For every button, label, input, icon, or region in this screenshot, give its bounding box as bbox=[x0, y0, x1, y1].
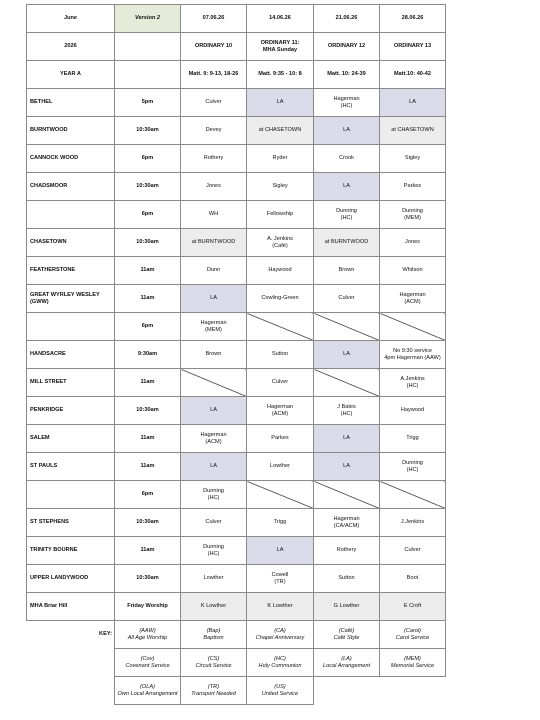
cell-line: Crook bbox=[339, 155, 354, 161]
cell-line: Hagerman bbox=[200, 431, 227, 438]
preacher-cell bbox=[181, 341, 247, 369]
preacher-cell bbox=[380, 173, 446, 201]
church-row bbox=[27, 453, 446, 481]
church-row bbox=[27, 481, 446, 509]
church-row bbox=[27, 397, 446, 425]
preacher-cell bbox=[181, 453, 247, 481]
preacher-cell bbox=[380, 229, 446, 257]
cell-line: Hagerman bbox=[266, 403, 294, 410]
service-time: 10:30am bbox=[115, 117, 181, 145]
key-entry bbox=[247, 621, 314, 649]
cell-line: Cowell bbox=[271, 571, 289, 578]
church-name: SALEM bbox=[27, 425, 115, 453]
cell-line: LA bbox=[276, 547, 284, 553]
cell-line: Dunning bbox=[402, 207, 423, 214]
preacher-cell bbox=[314, 117, 380, 145]
cell-line: at CHASETOWN bbox=[258, 127, 302, 133]
cell-line: Dunning bbox=[203, 487, 224, 494]
preacher-cell bbox=[247, 537, 314, 565]
cell-line: Sigley bbox=[272, 183, 288, 189]
cell-line: LA bbox=[343, 127, 350, 133]
cell-line: K Lowther bbox=[200, 603, 227, 609]
cell-line: Boot bbox=[406, 575, 419, 581]
cell-line: A. Jenkins bbox=[267, 235, 293, 242]
church-row bbox=[27, 89, 446, 117]
cell-line: LA bbox=[276, 99, 284, 105]
church-name: HANDSACRE bbox=[27, 341, 115, 369]
cell-line: Haywood bbox=[268, 267, 292, 273]
preacher-cell bbox=[181, 481, 247, 509]
cell-line: Trigg bbox=[273, 519, 287, 525]
cell-line: (Bap) bbox=[206, 627, 221, 634]
key-entry bbox=[314, 649, 380, 677]
church-row bbox=[27, 565, 446, 593]
preacher-cell bbox=[247, 257, 314, 285]
preacher-cell bbox=[181, 397, 247, 425]
sunday-date: 28.06.26 bbox=[380, 5, 446, 33]
sunday-date: 21.06.26 bbox=[314, 5, 380, 33]
cell-line: Ryder bbox=[272, 155, 288, 161]
preacher-cell bbox=[314, 229, 380, 257]
key-entry bbox=[380, 649, 446, 677]
church-name: UPPER LANDYWOOD bbox=[27, 565, 115, 593]
no-service-cell bbox=[247, 313, 314, 341]
cell-line: (MEM) bbox=[404, 214, 421, 221]
cell-line: Memorial Service bbox=[390, 662, 435, 669]
cell-line: (HC) bbox=[207, 494, 220, 501]
church-name: ST PAULS bbox=[27, 453, 115, 481]
cell-line: Local Arrangement bbox=[322, 662, 371, 669]
cell-line: Rothery bbox=[203, 155, 224, 161]
preacher-cell bbox=[314, 201, 380, 229]
cell-line: Transport Needed bbox=[191, 690, 236, 697]
cell-line: A.Jenkins bbox=[400, 375, 425, 382]
year-label: 2026 bbox=[27, 33, 115, 61]
preacher-cell bbox=[247, 89, 314, 117]
cell-line: at BURNTWOOD bbox=[324, 239, 369, 245]
church-name bbox=[27, 201, 115, 229]
key-entry bbox=[181, 677, 247, 705]
preacher-cell bbox=[181, 257, 247, 285]
cell-line: Culver bbox=[338, 295, 355, 301]
preacher-cell bbox=[380, 285, 446, 313]
cell-line: All Age Worship bbox=[127, 634, 168, 641]
preacher-cell bbox=[181, 117, 247, 145]
cell-line: (Café) bbox=[272, 242, 288, 249]
key-entry bbox=[115, 677, 181, 705]
cell-line: Trigg bbox=[406, 435, 419, 441]
preacher-cell bbox=[380, 369, 446, 397]
cell-line: LA bbox=[343, 183, 350, 189]
sunday-date: 14.06.26 bbox=[247, 5, 314, 33]
cell-line: Holy Communion bbox=[258, 662, 302, 669]
sunday-name bbox=[380, 33, 446, 61]
service-time: 10:30am bbox=[115, 509, 181, 537]
cell-line: (CA/ACM) bbox=[333, 522, 360, 529]
cell-line: Jones bbox=[206, 183, 221, 189]
preacher-cell bbox=[181, 425, 247, 453]
cell-line: (HC) bbox=[340, 102, 353, 109]
cell-line: LA bbox=[210, 407, 217, 413]
cell-line: (HC) bbox=[207, 550, 220, 557]
plan-body bbox=[27, 5, 446, 705]
cell-line: ORDINARY 10 bbox=[194, 43, 233, 49]
cell-line: (AAW) bbox=[139, 627, 156, 634]
preacher-cell bbox=[181, 145, 247, 173]
key-row bbox=[27, 621, 446, 649]
preacher-cell bbox=[247, 229, 314, 257]
church-row bbox=[27, 173, 446, 201]
blank-cell bbox=[115, 61, 181, 89]
preacher-cell bbox=[380, 593, 446, 621]
cell-line: 4pm Hagerman (AAW) bbox=[384, 354, 441, 361]
key-label: KEY: bbox=[99, 631, 112, 638]
key-spacer bbox=[314, 677, 380, 705]
cell-line: Hagerman bbox=[333, 515, 360, 522]
preacher-cell bbox=[181, 89, 247, 117]
church-name: ST STEPHENS bbox=[27, 509, 115, 537]
cell-line: WH bbox=[208, 211, 219, 217]
preacher-cell bbox=[380, 89, 446, 117]
bible-reading: Matt. 9: 9-13, 18-26 bbox=[181, 61, 247, 89]
preacher-cell bbox=[314, 593, 380, 621]
cell-line: Lowther bbox=[203, 575, 224, 581]
cell-line: K Lowther bbox=[267, 603, 293, 609]
service-time: 6pm bbox=[115, 145, 181, 173]
cell-line: Parkes bbox=[271, 435, 289, 441]
church-name: BETHEL bbox=[27, 89, 115, 117]
key-entry bbox=[181, 621, 247, 649]
service-time: Friday Worship bbox=[115, 593, 181, 621]
service-time: 9:30am bbox=[115, 341, 181, 369]
church-row bbox=[27, 593, 446, 621]
church-name: GREAT WYRLEY WESLEY (GWW) bbox=[27, 285, 115, 313]
cell-line: Dunning bbox=[402, 459, 423, 466]
no-service-cell bbox=[380, 313, 446, 341]
cell-line: at BURNTWOOD bbox=[191, 239, 236, 245]
cell-line: Culver bbox=[404, 547, 421, 553]
church-name: CHADSMOOR bbox=[27, 173, 115, 201]
church-row bbox=[27, 229, 446, 257]
cell-line: ORDINARY 13 bbox=[393, 43, 432, 49]
service-time: 6pm bbox=[115, 201, 181, 229]
preacher-cell bbox=[380, 201, 446, 229]
cell-line: Circuit Service bbox=[195, 662, 232, 669]
cell-line: Sutton bbox=[271, 351, 289, 357]
church-name: FEATHERSTONE bbox=[27, 257, 115, 285]
bible-reading: Matt.10: 40-42 bbox=[380, 61, 446, 89]
service-time: 11am bbox=[115, 369, 181, 397]
preacher-cell bbox=[247, 201, 314, 229]
preacher-cell bbox=[380, 509, 446, 537]
cell-line: (ACM) bbox=[205, 438, 222, 445]
preacher-cell bbox=[380, 117, 446, 145]
no-service-cell bbox=[380, 481, 446, 509]
service-time: 5pm bbox=[115, 89, 181, 117]
cell-line: Cowling-Green bbox=[261, 295, 299, 301]
cell-line: MHA Sunday bbox=[262, 46, 298, 53]
cell-line: Jones bbox=[405, 239, 420, 245]
cell-line: Culver bbox=[271, 379, 289, 385]
key-row bbox=[27, 649, 446, 677]
cell-line: (CS) bbox=[207, 655, 220, 662]
sunday-date: 07.06.26 bbox=[181, 5, 247, 33]
no-service-cell bbox=[314, 313, 380, 341]
cell-line: (HC) bbox=[340, 410, 353, 417]
cell-line: LA bbox=[210, 295, 217, 301]
preacher-cell bbox=[380, 397, 446, 425]
preacher-cell bbox=[181, 509, 247, 537]
preacher-cell bbox=[314, 425, 380, 453]
no-service-cell bbox=[181, 369, 247, 397]
preacher-cell bbox=[247, 509, 314, 537]
service-time: 10:30am bbox=[115, 229, 181, 257]
cell-line: E Croft bbox=[403, 603, 422, 609]
cell-line: Culver bbox=[205, 519, 222, 525]
preacher-cell bbox=[247, 285, 314, 313]
cell-line: LA bbox=[343, 463, 350, 469]
version-label: Version 2 bbox=[115, 5, 181, 33]
cell-line: Hagerman bbox=[399, 291, 426, 298]
cell-line: (Carol) bbox=[403, 627, 422, 634]
cell-line: LA bbox=[343, 351, 350, 357]
month-label: June bbox=[27, 5, 115, 33]
preacher-cell bbox=[181, 313, 247, 341]
cell-line: Devey bbox=[205, 127, 222, 133]
cell-line: (HC) bbox=[406, 466, 419, 473]
cell-line: LA bbox=[409, 99, 416, 105]
preacher-cell bbox=[314, 341, 380, 369]
church-name: MILL STREET bbox=[27, 369, 115, 397]
preacher-cell bbox=[247, 565, 314, 593]
preacher-cell bbox=[181, 565, 247, 593]
preacher-cell bbox=[181, 229, 247, 257]
cell-line: LA bbox=[343, 435, 350, 441]
preacher-cell bbox=[314, 565, 380, 593]
cell-line: (TR) bbox=[207, 683, 220, 690]
cell-line: (HC) bbox=[274, 655, 286, 662]
cell-line: (LA) bbox=[341, 655, 352, 662]
church-name bbox=[27, 313, 115, 341]
service-time: 11am bbox=[115, 257, 181, 285]
cell-line: Baptism bbox=[203, 634, 224, 641]
church-row bbox=[27, 537, 446, 565]
preacher-cell bbox=[380, 453, 446, 481]
cell-line: (CA) bbox=[274, 627, 286, 634]
church-row bbox=[27, 285, 446, 313]
cell-line: Hagerman bbox=[333, 95, 360, 102]
cell-line: Parkes bbox=[403, 183, 422, 189]
service-time: 10:30am bbox=[115, 565, 181, 593]
lectionary-year: YEAR A bbox=[27, 61, 115, 89]
church-row bbox=[27, 117, 446, 145]
church-row bbox=[27, 201, 446, 229]
cell-line: ORDINARY 11: bbox=[260, 39, 300, 46]
cell-line: Carol Service bbox=[395, 634, 430, 641]
preacher-cell bbox=[314, 257, 380, 285]
key-entry bbox=[314, 621, 380, 649]
cell-line: ORDINARY 12 bbox=[327, 43, 366, 49]
church-row bbox=[27, 313, 446, 341]
no-service-cell bbox=[314, 369, 380, 397]
no-service-cell bbox=[314, 481, 380, 509]
cell-line: J.Jenkins bbox=[400, 519, 425, 525]
header-row-readings bbox=[27, 61, 446, 89]
preacher-cell bbox=[314, 145, 380, 173]
service-time: 6pm bbox=[115, 481, 181, 509]
church-row bbox=[27, 369, 446, 397]
church-name: PENKRIDGE bbox=[27, 397, 115, 425]
cell-line: Brown bbox=[205, 351, 222, 357]
preacher-cell bbox=[314, 509, 380, 537]
preacher-cell bbox=[380, 425, 446, 453]
preacher-cell bbox=[247, 453, 314, 481]
preacher-cell bbox=[314, 173, 380, 201]
cell-line: Lowther bbox=[270, 463, 290, 469]
bible-reading: Matt. 9:35 - 10: 8 bbox=[247, 61, 314, 89]
cell-line: Fellowship bbox=[266, 211, 294, 217]
cell-line: (MEM) bbox=[404, 655, 421, 662]
key-entry bbox=[181, 649, 247, 677]
preacher-cell bbox=[247, 117, 314, 145]
no-service-cell bbox=[247, 481, 314, 509]
cell-line: (HC) bbox=[406, 382, 419, 389]
preacher-cell bbox=[314, 537, 380, 565]
preacher-cell bbox=[181, 537, 247, 565]
cell-line: Haywood bbox=[400, 407, 425, 413]
key-entry bbox=[115, 649, 181, 677]
cell-line: (Café) bbox=[338, 627, 355, 634]
cell-line: Covenant Service bbox=[125, 662, 170, 669]
service-time: 10:30am bbox=[115, 397, 181, 425]
preacher-cell bbox=[314, 89, 380, 117]
cell-line: Own Local Arrangement bbox=[117, 690, 178, 697]
church-name: MHA Briar Hill bbox=[27, 593, 115, 621]
cell-line: Café Style bbox=[333, 634, 360, 641]
cell-line: (ACM) bbox=[271, 410, 289, 417]
preacher-cell bbox=[247, 173, 314, 201]
cell-line: Rothery bbox=[336, 547, 357, 553]
cell-line: United Service bbox=[261, 690, 299, 697]
cell-line: Hagerman bbox=[200, 319, 227, 326]
preacher-cell bbox=[314, 285, 380, 313]
cell-line: Dunning bbox=[336, 207, 357, 214]
cell-line: G Lowther bbox=[333, 603, 360, 609]
key-row bbox=[27, 677, 446, 705]
cell-line: J Bates bbox=[337, 403, 356, 410]
church-row bbox=[27, 257, 446, 285]
cell-line: at CHASETOWN bbox=[391, 127, 434, 133]
preacher-cell bbox=[380, 257, 446, 285]
cell-line: Dunning bbox=[203, 543, 224, 550]
preacher-cell bbox=[247, 341, 314, 369]
church-row bbox=[27, 509, 446, 537]
church-name: BURNTWOOD bbox=[27, 117, 115, 145]
preacher-cell bbox=[181, 285, 247, 313]
cell-line: Dunn bbox=[206, 267, 221, 273]
preacher-cell bbox=[380, 145, 446, 173]
cell-line: Chapel Anniversary bbox=[255, 634, 305, 641]
cell-line: Sigley bbox=[404, 155, 421, 161]
service-time: 6pm bbox=[115, 313, 181, 341]
church-name: CHASETOWN bbox=[27, 229, 115, 257]
service-time: 10:30am bbox=[115, 173, 181, 201]
bible-reading: Matt. 10: 24-39 bbox=[314, 61, 380, 89]
preacher-cell bbox=[247, 145, 314, 173]
preacher-cell bbox=[181, 201, 247, 229]
church-row bbox=[27, 145, 446, 173]
key-entry bbox=[247, 677, 314, 705]
cell-line: (HC) bbox=[340, 214, 353, 221]
key-entry bbox=[247, 649, 314, 677]
cell-line: (OLA) bbox=[140, 683, 155, 690]
cell-line: (Cov) bbox=[140, 655, 155, 662]
cell-line: (US) bbox=[274, 683, 286, 690]
service-time: 11am bbox=[115, 537, 181, 565]
header-row-sundays bbox=[27, 33, 446, 61]
preacher-cell bbox=[247, 593, 314, 621]
key-entry bbox=[380, 621, 446, 649]
preacher-cell bbox=[380, 537, 446, 565]
preacher-cell bbox=[314, 397, 380, 425]
cell-line: Sutton bbox=[338, 575, 355, 581]
preaching-plan-table bbox=[26, 4, 446, 705]
sunday-name bbox=[247, 33, 314, 61]
preacher-cell bbox=[181, 593, 247, 621]
header-row-dates bbox=[27, 5, 446, 33]
church-name bbox=[27, 481, 115, 509]
cell-line: Brown bbox=[338, 267, 355, 273]
cell-line: (ACM) bbox=[404, 298, 421, 305]
preacher-cell bbox=[380, 565, 446, 593]
key-entry bbox=[115, 621, 181, 649]
church-row bbox=[27, 425, 446, 453]
preacher-cell bbox=[314, 453, 380, 481]
church-row bbox=[27, 341, 446, 369]
sunday-name bbox=[181, 33, 247, 61]
cell-line: LA bbox=[210, 463, 217, 469]
preacher-cell bbox=[247, 397, 314, 425]
service-time: 11am bbox=[115, 425, 181, 453]
service-time: 11am bbox=[115, 285, 181, 313]
service-time: 11am bbox=[115, 453, 181, 481]
sunday-name bbox=[314, 33, 380, 61]
preacher-cell bbox=[380, 341, 446, 369]
key-spacer bbox=[27, 649, 115, 677]
key-spacer bbox=[380, 677, 446, 705]
cell-line: No 9:30 service bbox=[393, 347, 432, 354]
cell-line: (MEM) bbox=[205, 326, 222, 333]
cell-line: Whitson bbox=[402, 267, 423, 273]
preacher-cell bbox=[247, 369, 314, 397]
church-name: TRINITY BOURNE bbox=[27, 537, 115, 565]
preacher-cell bbox=[181, 173, 247, 201]
blank-cell bbox=[115, 33, 181, 61]
preacher-cell bbox=[247, 425, 314, 453]
cell-line: (TR) bbox=[274, 578, 286, 585]
key-spacer bbox=[27, 677, 115, 705]
cell-line: Culver bbox=[205, 99, 222, 105]
church-name: CANNOCK WOOD bbox=[27, 145, 115, 173]
